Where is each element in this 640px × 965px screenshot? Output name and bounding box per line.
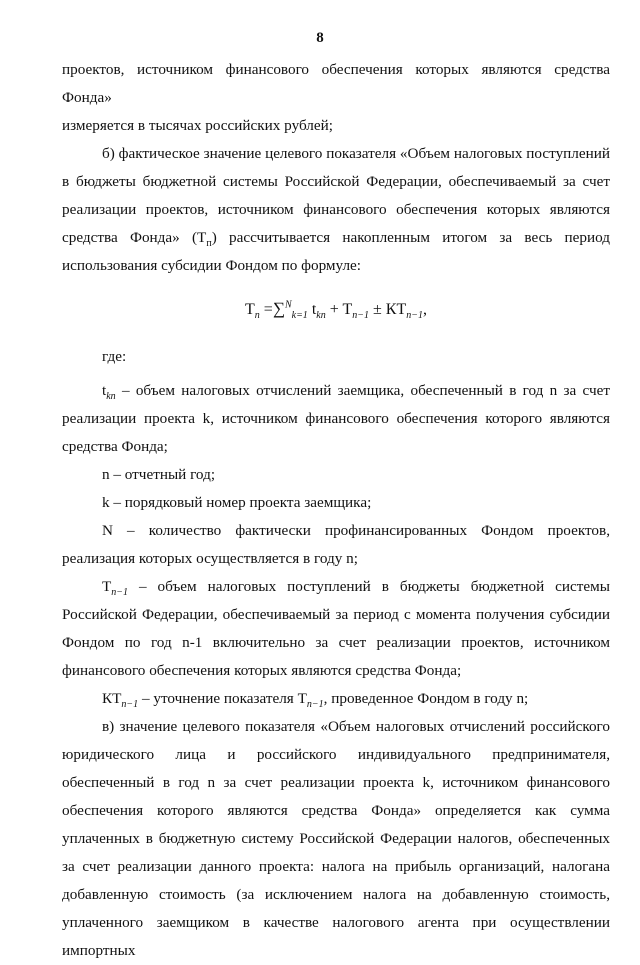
formula-block [62, 280, 610, 343]
definition-line: N – количество фактически профинансированных Фондом проектов, [102, 522, 610, 539]
formula-term-sub: kn [316, 310, 326, 322]
text-line: добавленную стоимость (за исключением налога на добавленную стоимость, [62, 886, 610, 903]
text-line: за счет реализации данного проекта: налога на прибыль организаций, налогана [62, 858, 610, 875]
text-fragment: – объем налоговых поступлений в бюджеты бюджетной системы [128, 578, 610, 595]
text-line: финансового обеспечения которых являются средства Фонда; [62, 662, 462, 679]
text-line: обеспеченный в год n за счет реализации проекта k, источником финансового [62, 774, 610, 791]
text-line: обеспечения которого являются средства Фонда» определяется как сумма [62, 802, 610, 819]
sum-symbol: ∑ [272, 299, 285, 318]
formula-lhs-sub: n [254, 310, 260, 322]
symbol-sub: n−1 [111, 587, 129, 599]
text-line: Российской Федерации, обеспечиваемый за период с момента получения субсидии [62, 606, 610, 623]
formula-term: t [307, 301, 317, 318]
text-fragment: средства Фонда» (Т [62, 229, 207, 246]
formula-term-sub: n−1 [352, 310, 369, 322]
symbol: КТ [102, 690, 122, 707]
formula-term: + T [325, 301, 353, 318]
text-line: использования субсидии Фондом по формуле: [62, 257, 362, 274]
definition-line [62, 573, 610, 601]
definition-line: k – порядковый номер проекта заемщика; [102, 494, 372, 511]
formula-term: ± КТ [368, 301, 407, 318]
document-body [62, 56, 610, 965]
text-line: б) фактическое значение целевого показателя «Объем налоговых поступлений [102, 145, 610, 162]
text-fragment: – объем налоговых отчислений заемщика, обеспеченный в год n за счет [115, 382, 610, 399]
text-line: уплаченных в бюджетную систему Российской Федерации налогов, обеспеченных [62, 830, 610, 847]
symbol-sub: n−1 [121, 699, 139, 711]
sum-lower-limit: k=1 [291, 310, 308, 322]
text-line: реализации проекта k, источником финансового обеспечения которого являются [62, 410, 610, 427]
definition-line [62, 685, 610, 713]
formula-end: , [422, 301, 427, 318]
sum-upper-limit: N [284, 299, 292, 311]
symbol-sub: kn [106, 391, 116, 403]
definition-line [62, 377, 610, 405]
text-line: реализация которых осуществляется в году n; [62, 550, 358, 567]
formula-eq: = [259, 301, 273, 318]
symbol-sub: n−1 [306, 699, 324, 711]
text-line: проектов, источником финансового обеспечения которых являются средства Фонда» [62, 61, 610, 106]
text-line: уплаченного заемщиком в качестве налогового агента при осуществлении импортных [62, 914, 610, 959]
text-line: в бюджеты бюджетной системы Российской Федерации, обеспечиваемый за счет [62, 173, 610, 190]
text-fragment: – уточнение показателя T [138, 690, 307, 707]
text-line-with-symbol [62, 224, 610, 252]
formula-lhs: T [245, 301, 255, 318]
text-line: в) значение целевого показателя «Объем налоговых отчислений российского [102, 718, 610, 735]
text-line: средства Фонда; [62, 438, 168, 455]
text-line: юридического лица и российского индивидуального предпринимателя, [62, 746, 610, 763]
formula-term-sub: n−1 [406, 310, 423, 322]
text-line: измеряется в тысячах российских рублей; [62, 117, 333, 134]
symbol: t [102, 382, 107, 399]
where-label: где: [102, 348, 127, 365]
text-fragment: ) рассчитывается накопленным итогом за весь период [211, 229, 610, 246]
page-number: 8 [316, 30, 324, 46]
formula [62, 292, 610, 327]
text-line: Фондом по год n-1 включительно за счет реализации проектов, источником [62, 634, 610, 651]
definition-line: n – отчетный год; [102, 466, 216, 483]
symbol: T [102, 578, 112, 595]
text-fragment: , проведенное Фондом в году n; [323, 690, 529, 707]
subscript: п [206, 238, 212, 250]
text-line: реализации проектов, источником финансового обеспечения которых являются [62, 201, 610, 218]
